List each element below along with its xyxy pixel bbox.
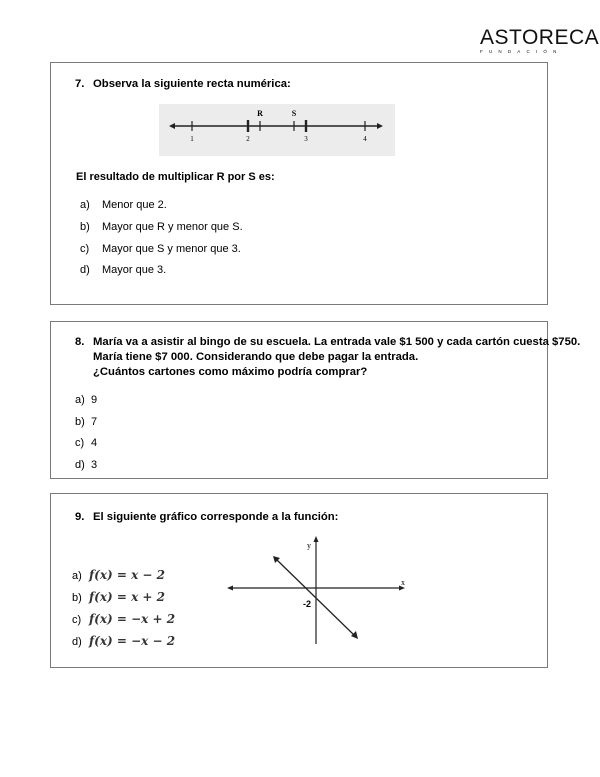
- option-letter: d): [80, 264, 90, 276]
- question-number: 8.: [75, 336, 85, 348]
- option-text: Mayor que 3.: [102, 264, 167, 276]
- intercept-label: -2: [303, 599, 312, 609]
- question-7-prompt: El resultado de multiplicar R por S es:: [76, 171, 275, 183]
- statement-line-2: María tiene $7 000. Considerando que debe pagar la entrada.: [93, 351, 419, 363]
- option-text: 4: [91, 437, 98, 449]
- question-8-box: [50, 321, 581, 479]
- question-7-title: [75, 77, 291, 92]
- option-b[interactable]: [75, 415, 97, 429]
- astoreca-logo: [480, 26, 600, 54]
- option-letter: b): [72, 592, 82, 604]
- point-r-label: R: [257, 109, 263, 118]
- question-9-title: [75, 510, 338, 525]
- question-title-text: El siguiente gráfico corresponde a la función:: [93, 511, 339, 523]
- logo-wordmark: ASTORECA: [480, 26, 600, 49]
- option-letter: d): [75, 459, 85, 471]
- option-b[interactable]: [80, 220, 243, 234]
- option-letter: a): [75, 394, 85, 406]
- tick-label-1: 1: [190, 135, 194, 143]
- option-formula: f(x) = −x − 2: [89, 634, 176, 648]
- option-c[interactable]: [75, 436, 97, 450]
- option-text: 7: [91, 416, 98, 428]
- option-text: 9: [91, 394, 98, 406]
- question-8-statement: [75, 335, 581, 380]
- x-axis-label: x: [401, 578, 405, 587]
- option-text: Mayor que R y menor que S.: [102, 221, 243, 233]
- option-d[interactable]: [80, 263, 166, 277]
- option-c[interactable]: [72, 612, 175, 627]
- option-b[interactable]: [72, 590, 165, 605]
- option-d[interactable]: [75, 458, 97, 472]
- logo-subtitle: FUNDACIÓN: [480, 49, 563, 54]
- function-graph-figure: [227, 532, 407, 644]
- tick-label-2: 2: [246, 135, 250, 143]
- option-a[interactable]: [75, 393, 97, 407]
- option-a[interactable]: [72, 568, 165, 583]
- option-c[interactable]: [80, 242, 241, 256]
- question-7-box: [50, 62, 548, 305]
- question-title-text: Observa la siguiente recta numérica:: [93, 78, 291, 90]
- option-letter: d): [72, 636, 82, 648]
- option-letter: a): [72, 570, 82, 582]
- option-formula: f(x) = −x + 2: [89, 612, 176, 626]
- option-letter: a): [80, 199, 90, 211]
- statement-line-3: ¿Cuántos cartones como máximo podría comprar?: [93, 366, 368, 378]
- option-a[interactable]: [80, 198, 167, 212]
- tick-label-4: 4: [363, 135, 367, 143]
- line-arrow-lower-icon: [351, 631, 358, 639]
- option-d[interactable]: [72, 634, 175, 649]
- option-letter: c): [72, 614, 82, 626]
- option-formula: f(x) = x − 2: [89, 568, 165, 582]
- option-letter: c): [75, 437, 85, 449]
- option-text: Menor que 2.: [102, 199, 167, 211]
- option-text: 3: [91, 459, 98, 471]
- number-line-figure: [159, 104, 395, 156]
- tick-label-3: 3: [304, 135, 308, 143]
- question-9-box: [50, 493, 548, 668]
- option-letter: b): [75, 416, 85, 428]
- y-axis-label: y: [307, 541, 311, 550]
- y-axis-arrow-icon: [314, 536, 319, 542]
- x-axis-arrow-left-icon: [227, 586, 233, 591]
- question-number: 9.: [75, 511, 85, 523]
- option-text: Mayor que S y menor que 3.: [102, 243, 241, 255]
- option-letter: c): [80, 243, 90, 255]
- option-formula: f(x) = x + 2: [89, 590, 165, 604]
- question-number: 7.: [75, 78, 85, 90]
- statement-line-1: María va a asistir al bingo de su escuela. La entrada vale $1 500 y cada cartón cuesta $750.: [93, 336, 581, 348]
- figure-background: [159, 104, 395, 156]
- point-s-label: S: [291, 109, 297, 118]
- option-letter: b): [80, 221, 90, 233]
